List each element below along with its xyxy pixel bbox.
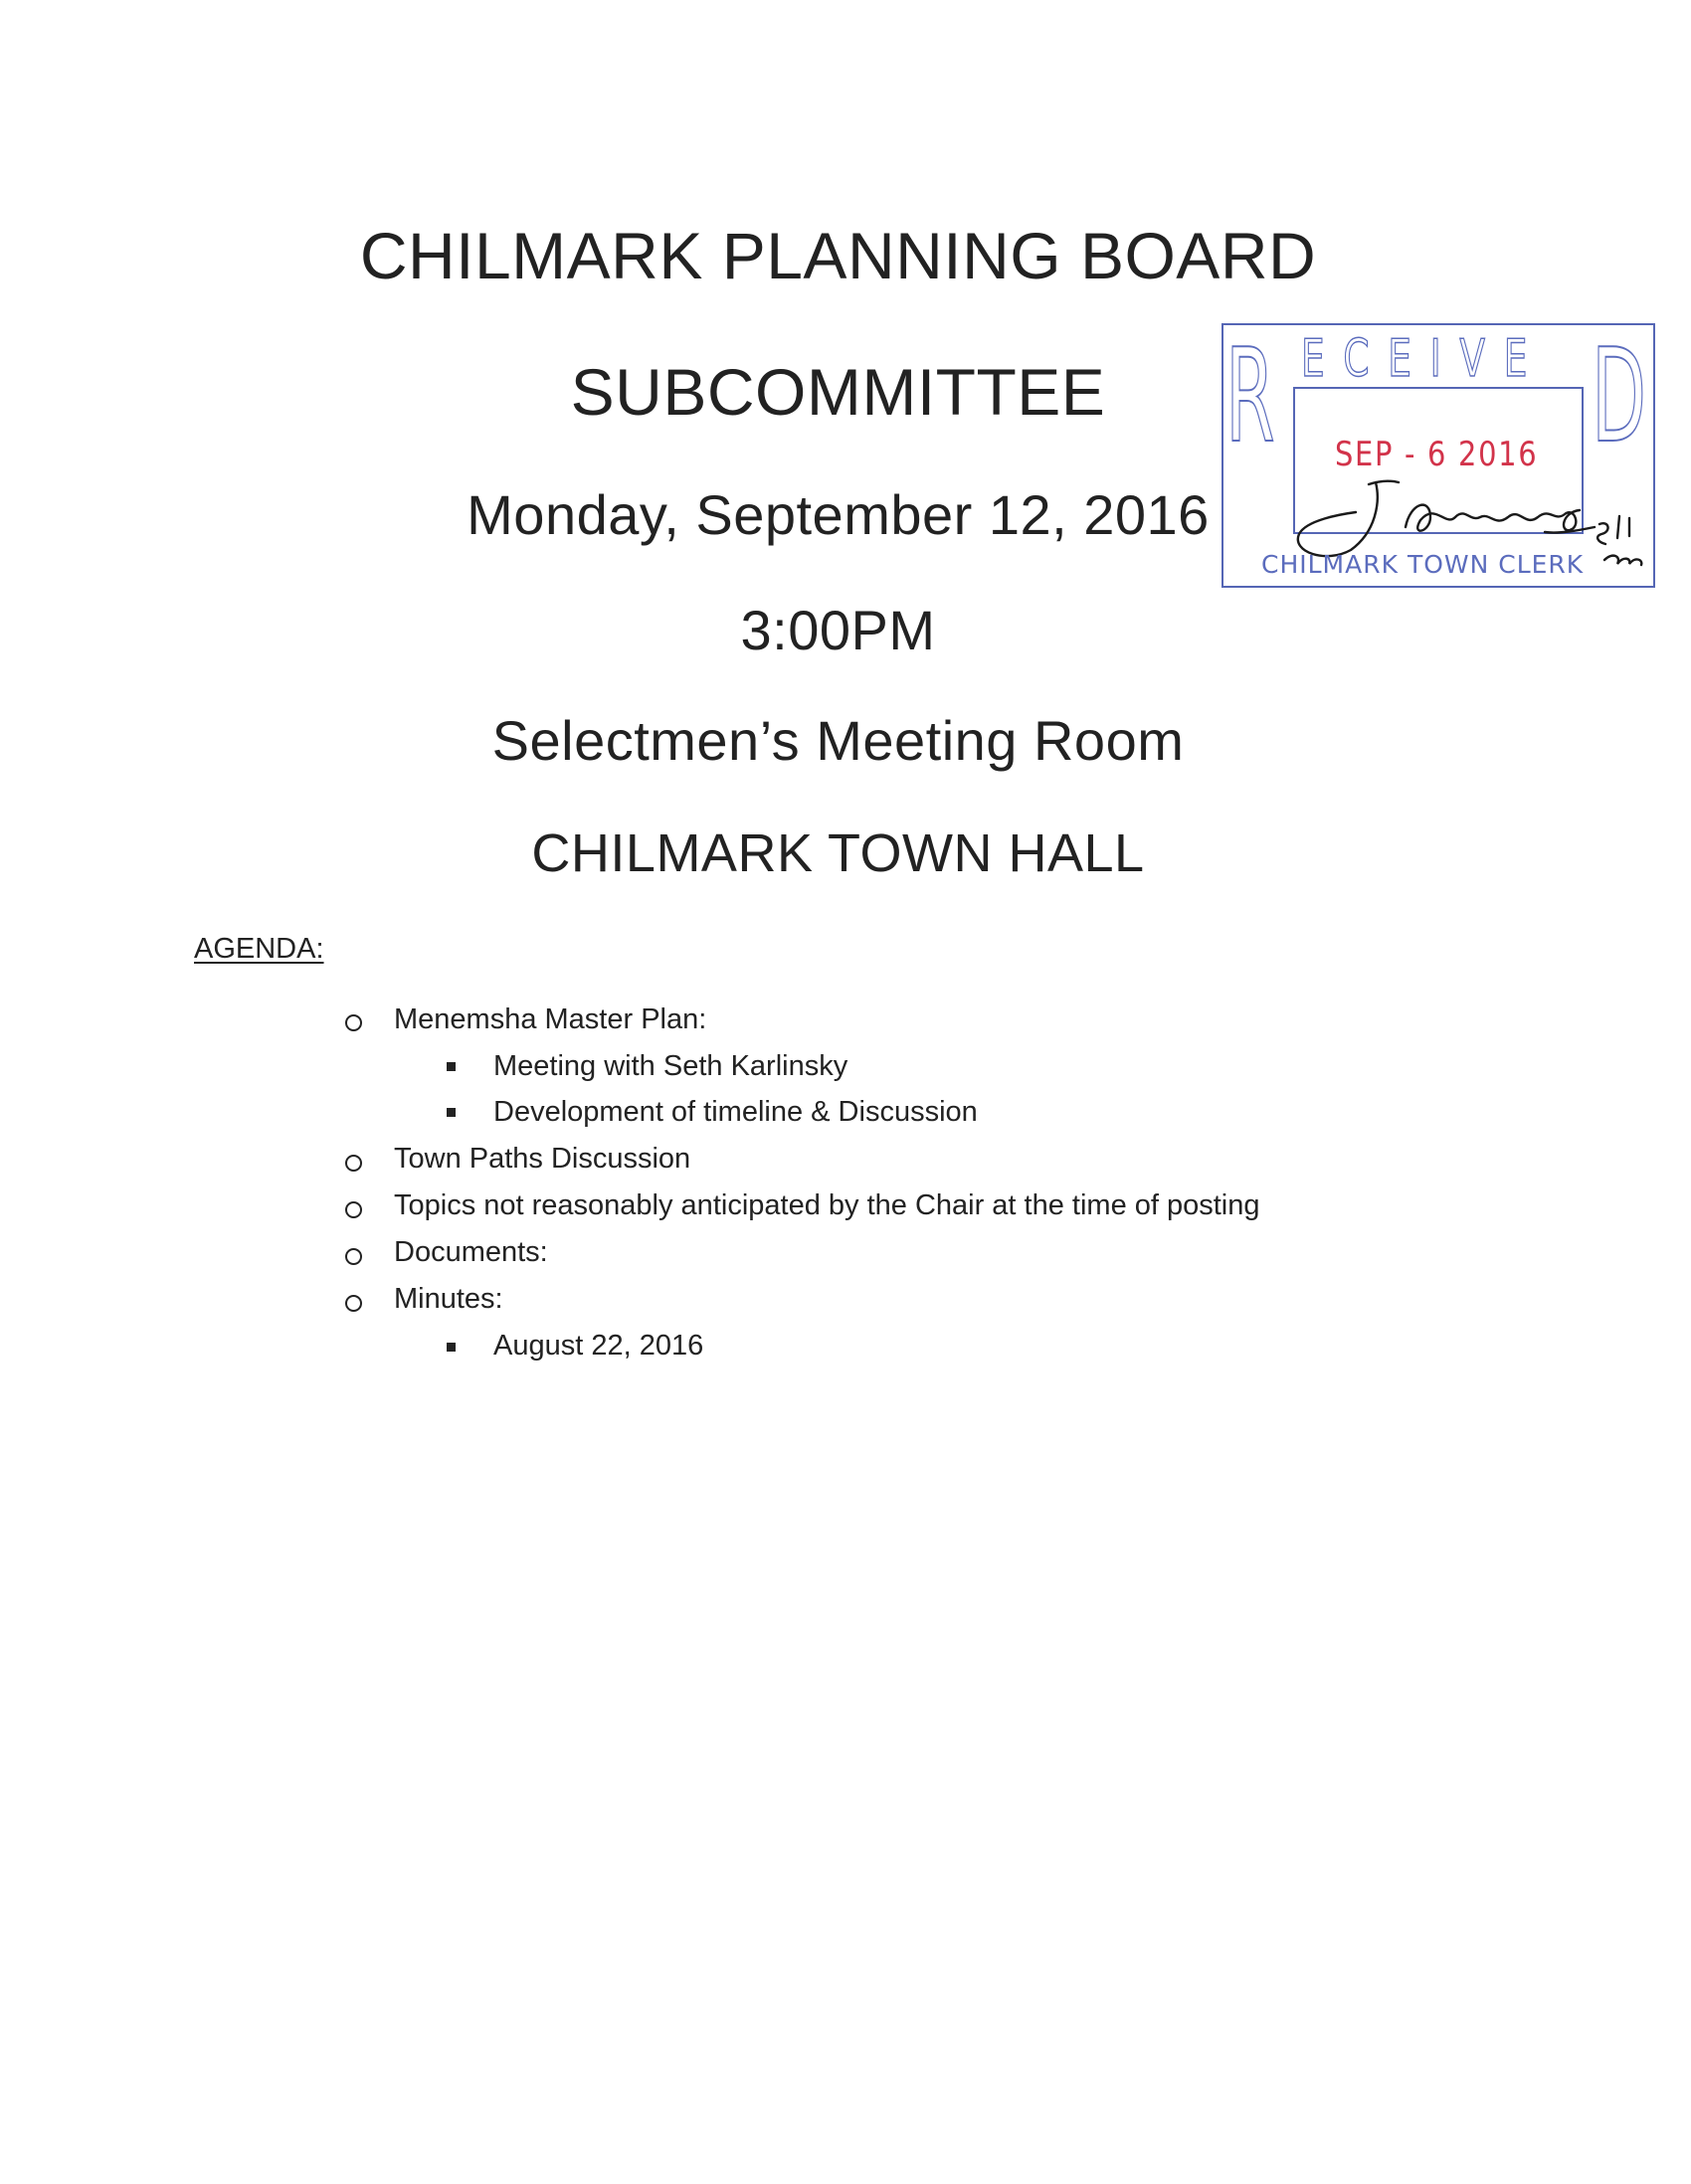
- circle-bullet-icon: [345, 1201, 362, 1218]
- received-stamp: [1221, 320, 1659, 592]
- circle-bullet-icon: [345, 1295, 362, 1312]
- stamp-office: CHILMARK TOWN CLERK: [1261, 550, 1585, 579]
- meeting-time: 3:00PM: [740, 599, 936, 661]
- stamp-letter-d: D: [1592, 320, 1647, 471]
- meeting-room: Selectmen’s Meeting Room: [491, 709, 1185, 772]
- agenda-item-topics: Topics not reasonably anticipated by the Chair at the time of posting: [394, 1189, 1260, 1221]
- square-bullet-icon: [447, 1343, 456, 1352]
- square-bullet-icon: [447, 1062, 456, 1071]
- agenda-item-town-paths: Town Paths Discussion: [394, 1143, 691, 1175]
- agenda-item-minutes: Minutes:: [394, 1283, 503, 1315]
- document-title: CHILMARK PLANNING BOARD: [359, 219, 1317, 292]
- circle-bullet-icon: [345, 1248, 362, 1265]
- meeting-date: Monday, September 12, 2016: [467, 483, 1210, 546]
- circle-bullet-icon: [345, 1014, 362, 1031]
- stamp-middle-letters: ECEIVE: [1301, 329, 1547, 389]
- agenda-subitem-august: August 22, 2016: [493, 1330, 704, 1362]
- circle-bullet-icon: [345, 1155, 362, 1172]
- stamp-date: SEP - 6 2016: [1335, 435, 1539, 474]
- meeting-location: CHILMARK TOWN HALL: [531, 823, 1145, 883]
- document-subtitle: SUBCOMMITTEE: [570, 355, 1106, 429]
- agenda-subitem-development: Development of timeline & Discussion: [493, 1096, 978, 1128]
- agenda-item-menemsha: Menemsha Master Plan:: [394, 1003, 707, 1035]
- agenda-subitem-meeting: Meeting with Seth Karlinsky: [493, 1050, 848, 1082]
- agenda-item-documents: Documents:: [394, 1236, 548, 1268]
- agenda-label: AGENDA:: [194, 933, 324, 965]
- stamp-letter-r: R: [1225, 320, 1275, 471]
- square-bullet-icon: [447, 1108, 456, 1117]
